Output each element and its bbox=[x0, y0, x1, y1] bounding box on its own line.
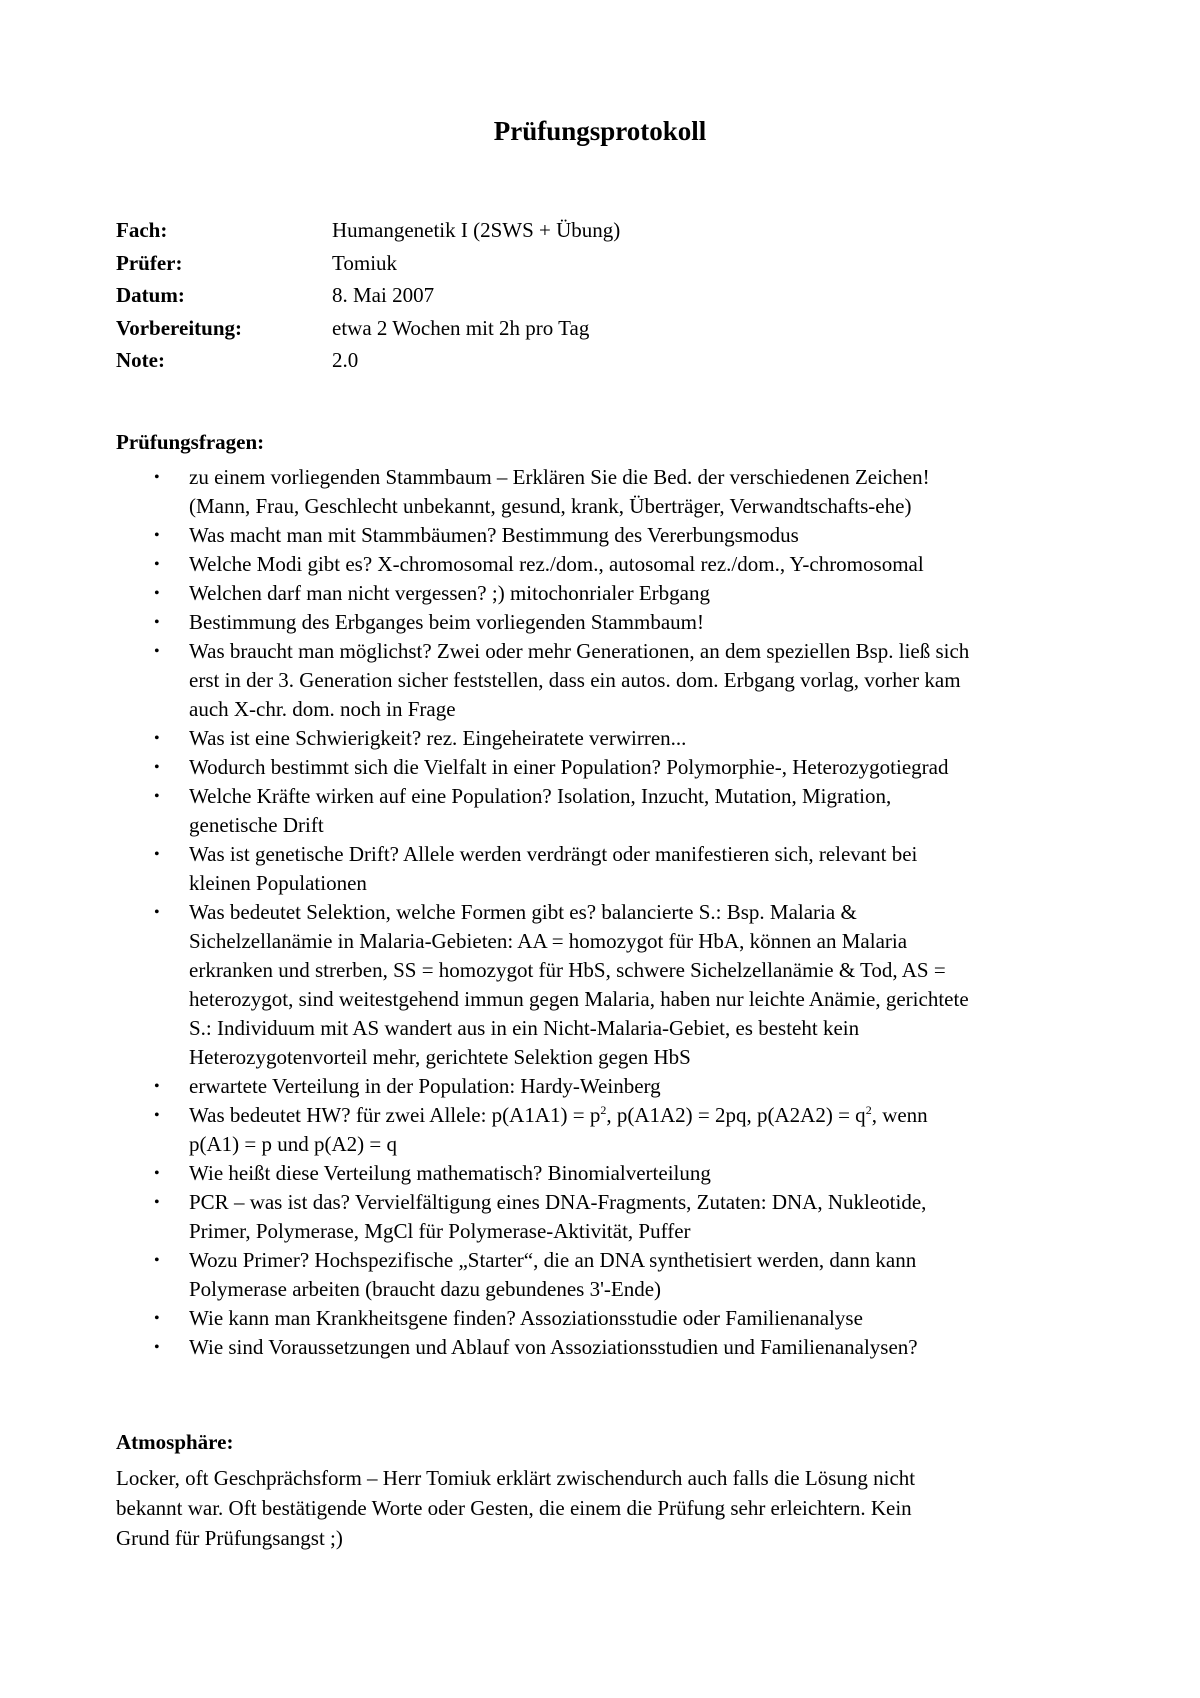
question-line: Heterozygotenvorteil mehr, gerichtete Selektion gegen HbS bbox=[189, 1045, 691, 1069]
question-line: • Wodurch bestimmt sich die Vielfalt in einer Population? Polymorphie-, Heterozygotiegrad bbox=[189, 755, 949, 779]
exam-info bbox=[116, 214, 620, 377]
superscript: 2 bbox=[600, 1103, 607, 1117]
page-title: Prüfungsprotokoll bbox=[493, 116, 707, 146]
question-line: auch X-chr. dom. noch in Frage bbox=[189, 697, 456, 721]
info-row-examiner bbox=[116, 247, 620, 280]
question-item bbox=[116, 521, 1106, 550]
question-line: Sichelzellanämie in Malaria-Gebieten: AA = homozygot für HbA, können an Malaria bbox=[189, 929, 908, 953]
question-item bbox=[116, 1159, 1106, 1188]
question-line: • Welchen darf man nicht vergessen? ;) mitochonrialer Erbgang bbox=[189, 581, 710, 605]
atmosphere-text bbox=[116, 1463, 1086, 1553]
question-line: Polymerase arbeiten (braucht dazu gebundenes 3'-Ende) bbox=[189, 1277, 662, 1301]
question-item bbox=[116, 579, 1106, 608]
question-line: • Bestimmung des Erbganges beim vorliegenden Stammbaum! bbox=[189, 610, 704, 634]
text-segment: Was bedeutet HW? für zwei Allele: p(A1A1) = p bbox=[189, 1103, 601, 1127]
info-row-date bbox=[116, 279, 620, 312]
info-label: Note: bbox=[116, 348, 165, 372]
question-line: Primer, Polymerase, MgCl für Polymerase-Aktivität, Puffer bbox=[189, 1219, 691, 1243]
question-item bbox=[116, 637, 1106, 724]
info-label: Fach: bbox=[116, 218, 168, 242]
atmosphere-heading: Atmosphäre: bbox=[116, 1430, 234, 1454]
question-item bbox=[116, 1333, 1106, 1362]
question-line: • Wie kann man Krankheitsgene finden? Assoziationsstudie oder Familienanalyse bbox=[189, 1306, 863, 1330]
info-value: 8. Mai 2007 bbox=[332, 283, 435, 307]
text-segment: , wenn bbox=[871, 1103, 928, 1127]
question-line: • Was bedeutet Selektion, welche Formen gibt es? balancierte S.: Bsp. Malaria & bbox=[189, 900, 857, 924]
info-value: Humangenetik I (2SWS + Übung) bbox=[332, 218, 621, 242]
info-row-grade bbox=[116, 344, 620, 377]
question-line: erkranken und strerben, SS = homozygot für HbS, schwere Sichelzellanämie & Tod, AS = bbox=[189, 958, 946, 982]
text-line: Locker, oft Geschprächsform – Herr Tomiuk erklärt zwischendurch auch falls die Lösung nicht bbox=[116, 1466, 916, 1490]
question-list bbox=[116, 463, 1106, 1362]
question-line: • PCR – was ist das? Vervielfältigung eines DNA-Fragments, Zutaten: DNA, Nukleotide, bbox=[189, 1190, 927, 1214]
question-line: (Mann, Frau, Geschlecht unbekannt, gesund, krank, Überträger, Verwandtschafts-ehe) bbox=[189, 494, 912, 518]
question-item bbox=[116, 1304, 1106, 1333]
question-line bbox=[189, 1101, 1106, 1130]
info-row-preparation bbox=[116, 312, 620, 345]
questions-heading: Prüfungsfragen: bbox=[116, 430, 265, 454]
info-value: 2.0 bbox=[332, 348, 359, 372]
question-line: kleinen Populationen bbox=[189, 871, 367, 895]
question-item bbox=[116, 724, 1106, 753]
question-line bbox=[189, 1130, 1106, 1159]
text-segment: p(A1) = p und p(A2) = q bbox=[189, 1132, 397, 1156]
question-line: • Was macht man mit Stammbäumen? Bestimmung des Vererbungsmodus bbox=[189, 523, 799, 547]
question-line: • Wozu Primer? Hochspezifische „Starter“, die an DNA synthetisiert werden, dann kann bbox=[189, 1248, 917, 1272]
info-row-subject bbox=[116, 214, 620, 247]
question-line: erst in der 3. Generation sicher feststellen, dass ein autos. dom. Erbgang vorlag, vorher kam bbox=[189, 668, 961, 692]
superscript: 2 bbox=[865, 1103, 872, 1117]
question-line: • Was ist eine Schwierigkeit? rez. Eingeheiratete verwirren... bbox=[189, 726, 687, 750]
question-line: • erwartete Verteilung in der Population: Hardy-Weinberg bbox=[189, 1074, 661, 1098]
question-line: • zu einem vorliegenden Stammbaum – Erklären Sie die Bed. der verschiedenen Zeichen! bbox=[189, 465, 930, 489]
info-label: Datum: bbox=[116, 283, 185, 307]
question-item bbox=[116, 608, 1106, 637]
question-item bbox=[116, 782, 1106, 840]
question-item bbox=[116, 463, 1106, 521]
question-line: • Welche Modi gibt es? X-chromosomal rez./dom., autosomal rez./dom., Y-chromosomal bbox=[189, 552, 924, 576]
question-item bbox=[116, 1072, 1106, 1101]
question-line: heterozygot, sind weitestgehend immun gegen Malaria, haben nur leichte Anämie, gerichtete bbox=[189, 987, 969, 1011]
question-item bbox=[116, 898, 1106, 1072]
text-line: Grund für Prüfungsangst ;) bbox=[116, 1526, 343, 1550]
question-line: • Wie sind Voraussetzungen und Ablauf von Assoziationsstudien und Familienanalysen? bbox=[189, 1335, 918, 1359]
question-line: genetische Drift bbox=[189, 813, 324, 837]
question-line: • Was braucht man möglichst? Zwei oder mehr Generationen, an dem speziellen Bsp. ließ sich bbox=[189, 639, 970, 663]
question-item bbox=[116, 550, 1106, 579]
question-item bbox=[116, 1188, 1106, 1246]
info-label: Vorbereitung: bbox=[116, 315, 242, 340]
info-value: Tomiuk bbox=[332, 250, 398, 275]
question-item bbox=[116, 753, 1106, 782]
question-item bbox=[116, 840, 1106, 898]
question-line: S.: Individuum mit AS wandert aus in ein Nicht-Malaria-Gebiet, es besteht kein bbox=[189, 1016, 860, 1040]
info-label: Prüfer: bbox=[116, 250, 183, 275]
info-value: etwa 2 Wochen mit 2h pro Tag bbox=[332, 315, 590, 340]
question-item bbox=[116, 1101, 1106, 1159]
question-line: • Was ist genetische Drift? Allele werden verdrängt oder manifestieren sich, relevant bei bbox=[189, 842, 918, 866]
text-segment: , p(A1A2) = 2pq, p(A2A2) = q bbox=[606, 1103, 866, 1127]
question-item bbox=[116, 1246, 1106, 1304]
question-line: • Wie heißt diese Verteilung mathematisch? Binomialverteilung bbox=[189, 1161, 711, 1185]
question-line: • Welche Kräfte wirken auf eine Population? Isolation, Inzucht, Mutation, Migration, bbox=[189, 784, 892, 808]
text-line: bekannt war. Oft bestätigende Worte oder Gesten, die einem die Prüfung sehr erleichtern. Kein bbox=[116, 1496, 912, 1520]
